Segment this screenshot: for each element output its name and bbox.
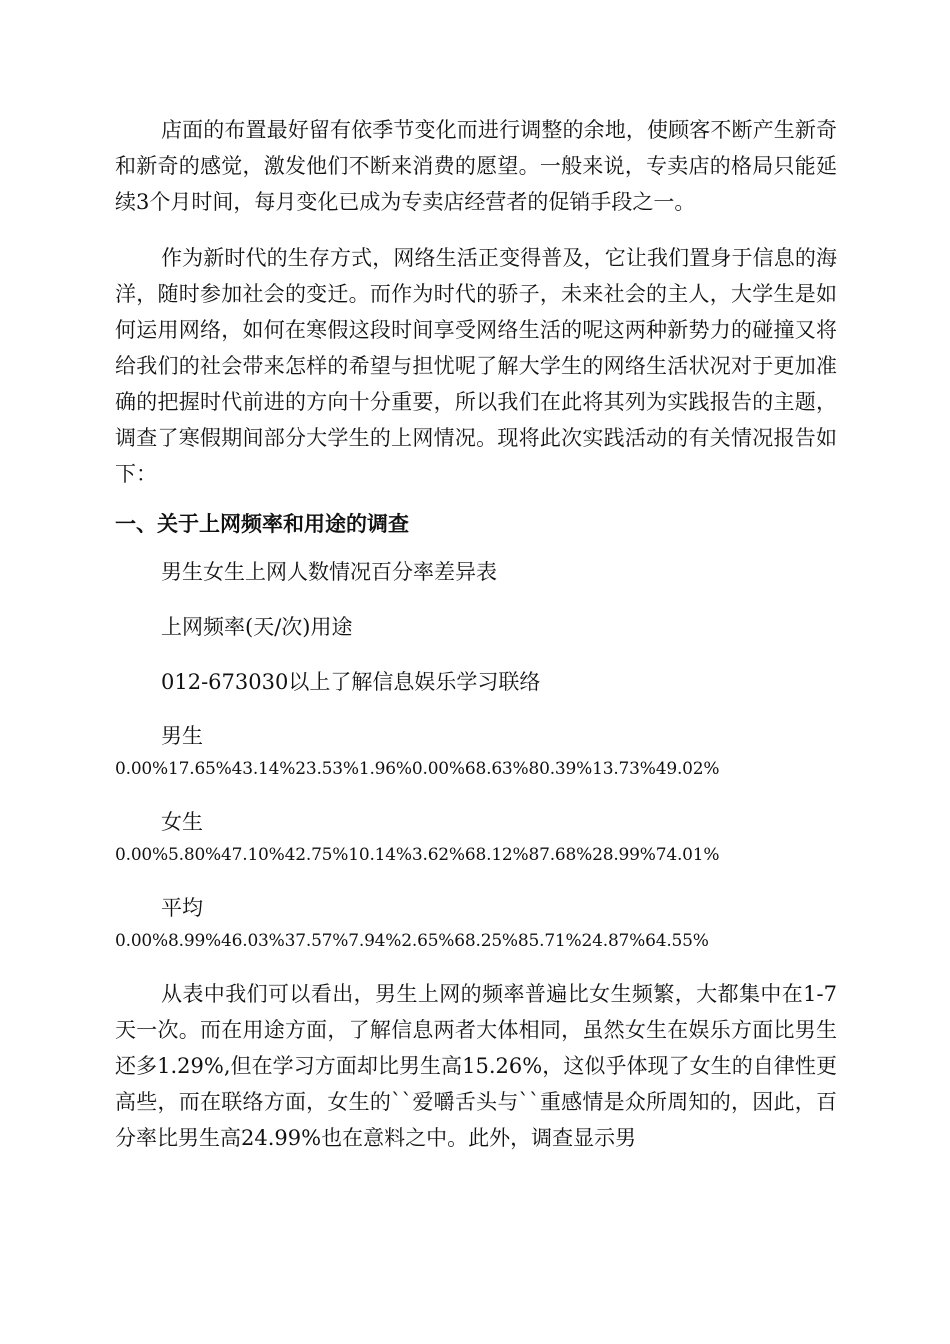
section-heading: 一、关于上网频率和用途的调查 [115, 512, 409, 536]
table-header-columns: 012-673030以上了解信息娱乐学习联络 [161, 670, 541, 694]
table-title: 男生女生上网人数情况百分率差异表 [161, 560, 497, 584]
table-row [115, 718, 837, 784]
background-paragraph: 作为新时代的生存方式，网络生活正变得普及，它让我们置身于信息的海洋，随时参加社会的变迁。而作为时代的骄子，未来社会的主人，大学生是如何运用网络，如何在寒假这段时间享受网络生活的呢这两种新势力的碰撞又将给我们的社会带来怎样的希望与担忧呢了解大学生的网络生活状况对于更加准确的把握时代前进的方向十分重要，所以我们在此将其列为实践报告的主题，调查了寒假期间部分大学生的上网情况。现将此次实践活动的有关情况报告如下： [115, 246, 837, 486]
row-label-average: 平均 [161, 896, 203, 920]
analysis-paragraph: 从表中我们可以看出，男生上网的频率普遍比女生频繁，大都集中在1-7天一次。而在用途方面，了解信息两者大体相同，虽然女生在娱乐方面比男生还多1.29%,但在学习方面却比男生高15.26%，这似乎体现了女生的自律性更高些，而在联络方面，女生的``爱嚼舌头与``重感情是众所周知的，因此，百分率比男生高24.99%也在意料之中。此外，调查显示男 [115, 982, 837, 1150]
row-label-female: 女生 [161, 810, 203, 834]
intro-paragraph: 店面的布置最好留有依季节变化而进行调整的余地，使顾客不断产生新奇和新奇的感觉，激发他们不断来消费的愿望。一般来说，专卖店的格局只能延续3个月时间，每月变化已成为专卖店经营者的促销手段之一。 [115, 118, 837, 214]
row-values-male: 0.00%17.65%43.14%23.53%1.96%0.00%68.63%80.39%13.73%49.02% [115, 759, 720, 779]
row-values-average: 0.00%8.99%46.03%37.57%7.94%2.65%68.25%85.71%24.87%64.55% [115, 931, 709, 951]
row-label-male: 男生 [161, 724, 203, 748]
row-values-female: 0.00%5.80%47.10%42.75%10.14%3.62%68.12%87.68%28.99%74.01% [115, 845, 720, 865]
table-row [115, 890, 837, 956]
document-body [115, 112, 837, 1156]
table-row [115, 804, 837, 870]
table-header-frequency-usage: 上网频率(天/次)用途 [161, 615, 353, 639]
